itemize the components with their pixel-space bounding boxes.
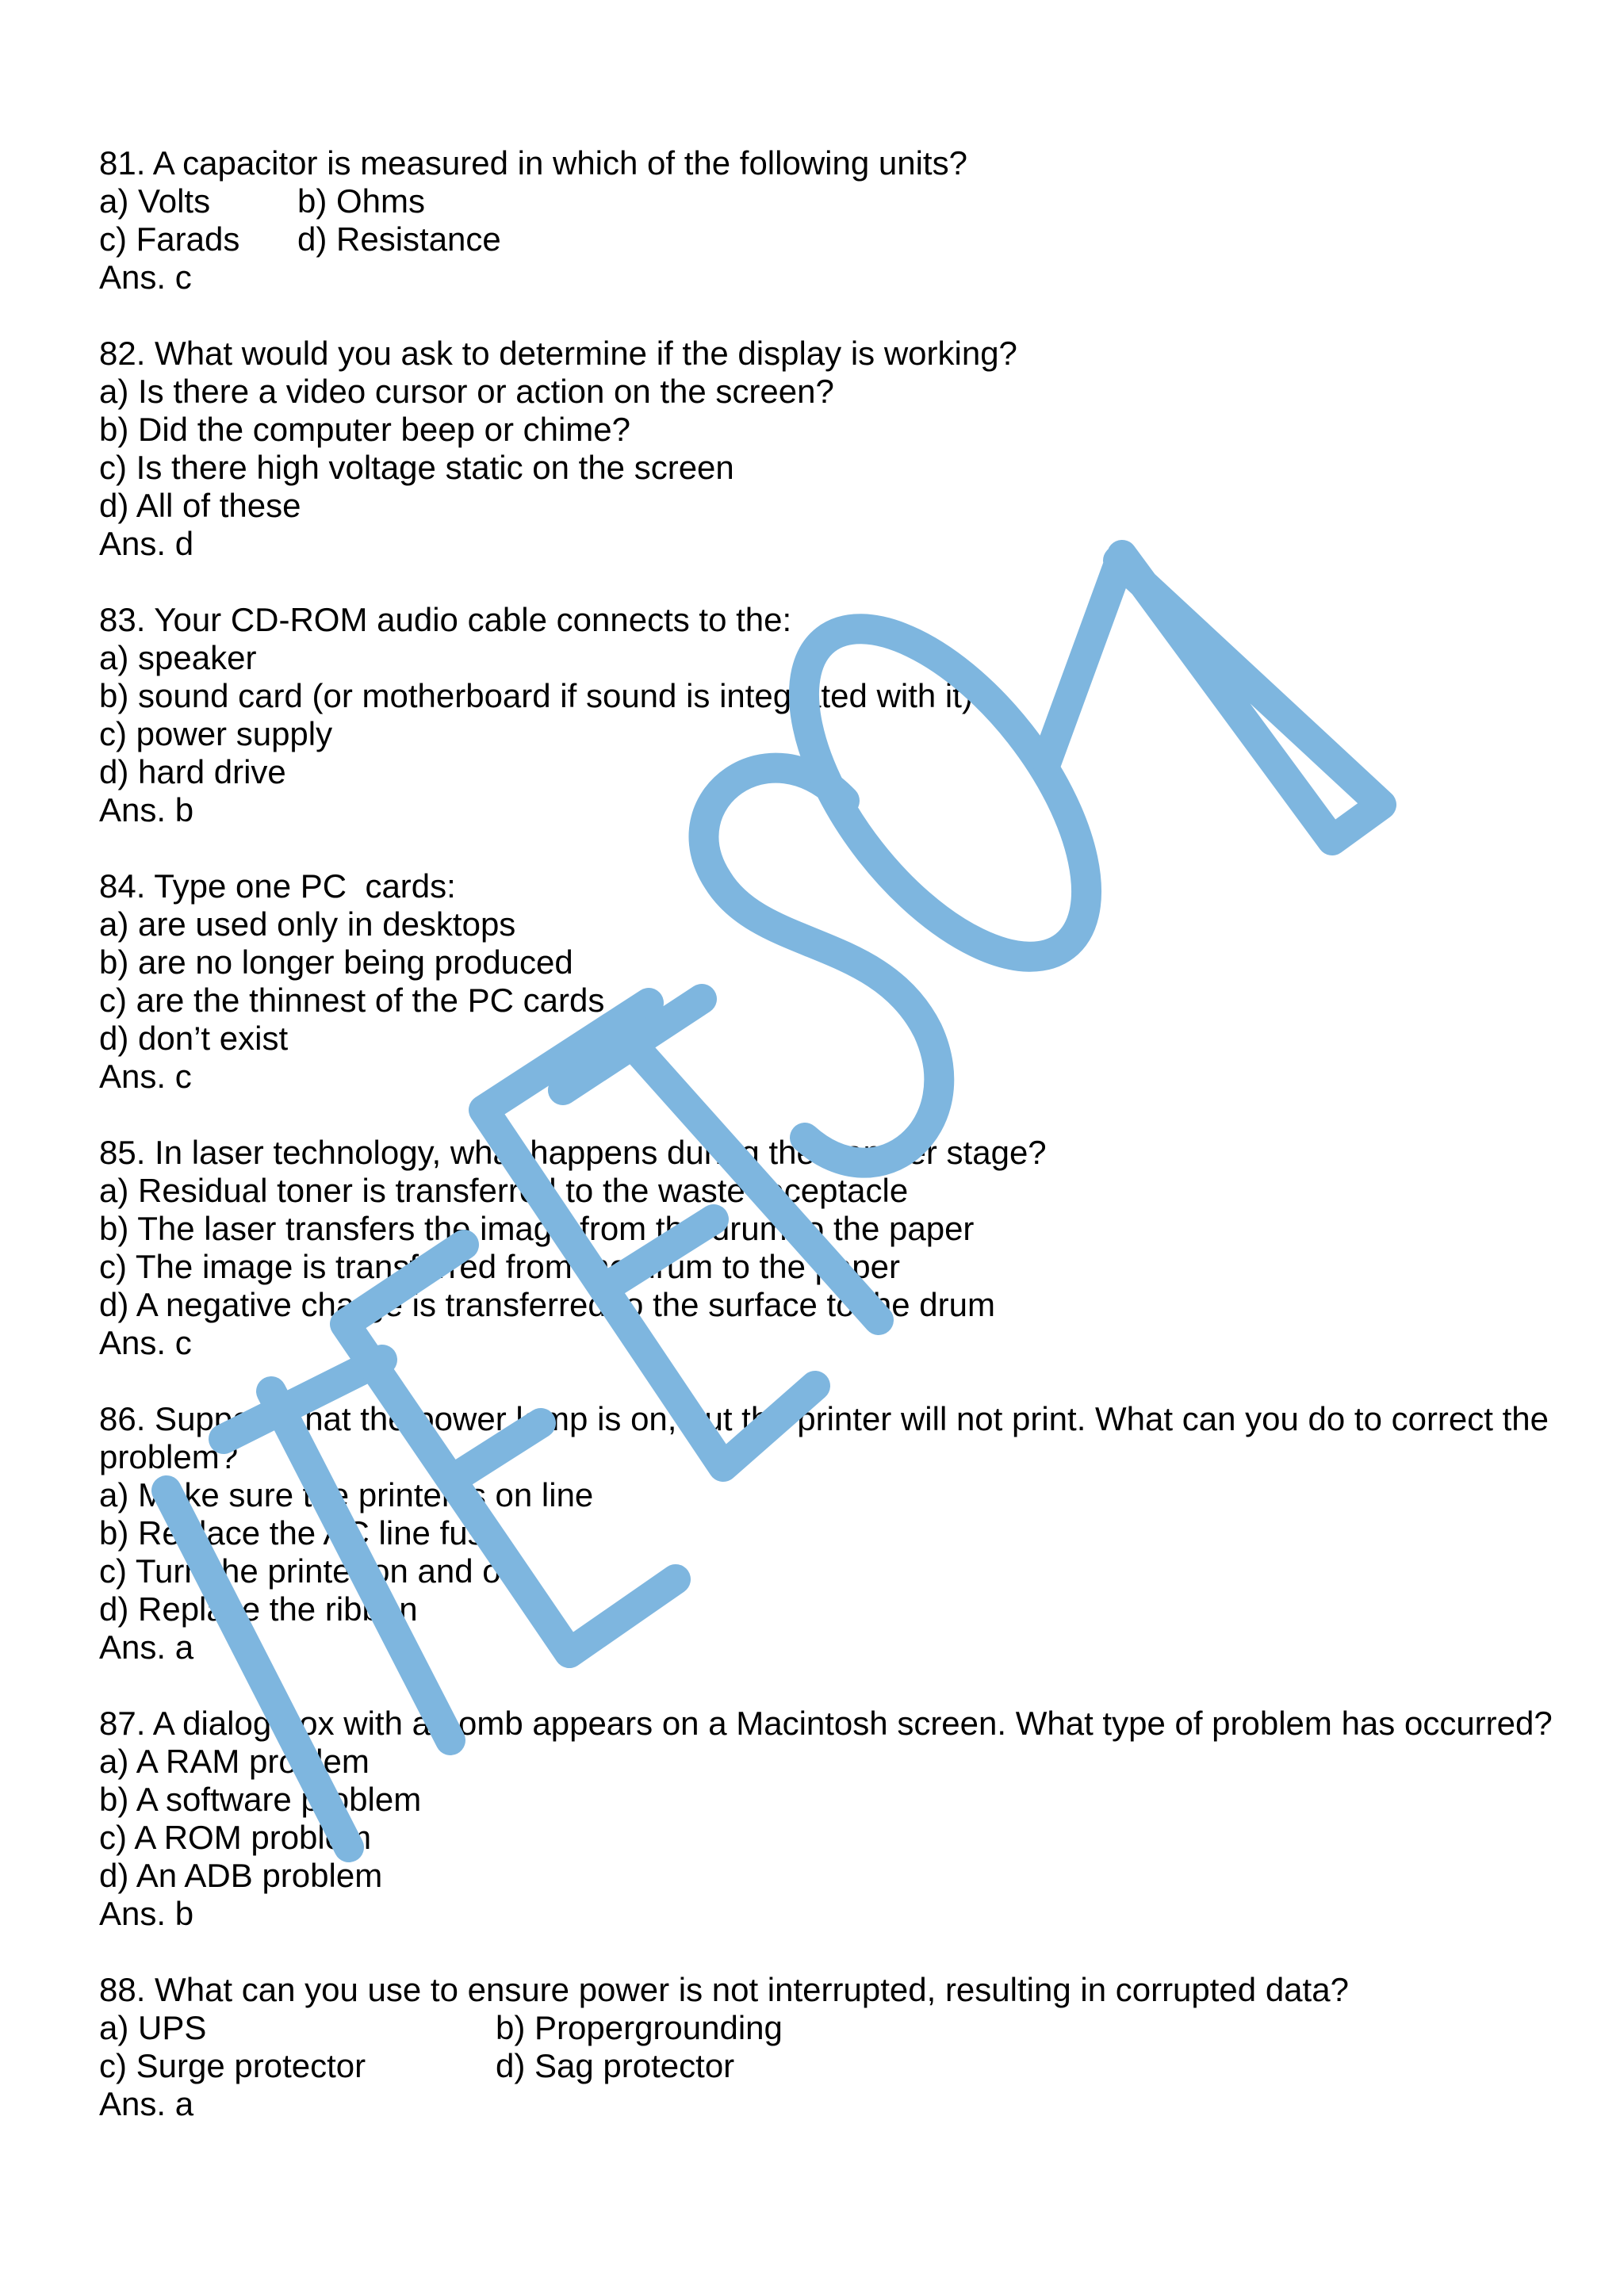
option-d: d) A negative charge is transferred to the surface to the drum: [99, 1286, 995, 1323]
option-a: a) UPS: [99, 2009, 207, 2046]
option-c: c) are the thinnest of the PC cards: [99, 982, 605, 1019]
option-d: d) All of these: [99, 487, 301, 524]
question-stem: 88. What can you use to ensure power is not interrupted, resulting in corrupted data?: [99, 1971, 1349, 2008]
option-b: b) Replace the AC line fuse: [99, 1514, 503, 1552]
question-stem: 81. A capacitor is measured in which of the following units?: [99, 144, 967, 182]
option-d: d) hard drive: [99, 753, 286, 790]
option-c: c) Surge protector: [99, 2047, 366, 2084]
question-87: [99, 1705, 1574, 1933]
option-d: d) Replace the ribbon: [99, 1590, 418, 1628]
option-c: c) Turn the printer on and off: [99, 1552, 519, 1590]
option-d: d) don’t exist: [99, 1020, 289, 1057]
option-a: a) are used only in desktops: [99, 905, 516, 943]
question-84: [99, 867, 1574, 1096]
question-88: [99, 1971, 1574, 2123]
option-b: b) Propergrounding: [496, 2009, 783, 2046]
option-c: c) The image is transferred from the drum to the paper: [99, 1248, 901, 1285]
option-b: b) Ohms: [297, 182, 426, 220]
option-b: b) Did the computer beep or chime?: [99, 411, 631, 448]
option-a: a) Is there a video cursor or action on the screen?: [99, 373, 834, 410]
option-c: c) power supply: [99, 715, 333, 752]
answer: Ans. c: [99, 1058, 192, 1095]
option-c: c) A ROM problem: [99, 1819, 372, 1856]
answer: Ans. d: [99, 525, 194, 562]
option-b: b) sound card (or motherboard if sound is integrated with it): [99, 677, 973, 714]
answer: Ans. a: [99, 1628, 194, 1666]
question-stem: 85. In laser technology, what happens during the transfer stage?: [99, 1134, 1047, 1171]
answer: Ans. c: [99, 258, 192, 296]
option-a: a) A RAM problem: [99, 1743, 370, 1780]
answer: Ans. b: [99, 791, 194, 828]
question-83: [99, 601, 1574, 829]
question-stem: 87. A dialog box with a bomb appears on a Macintosh screen. What type of problem has occurred?: [99, 1705, 1553, 1742]
option-d: d) An ADB problem: [99, 1857, 383, 1894]
options-grid: [99, 2009, 1574, 2085]
option-d: d) Sag protector: [496, 2047, 735, 2084]
question-86: [99, 1400, 1574, 1667]
answer: Ans. b: [99, 1895, 194, 1932]
option-b: b) A software problem: [99, 1781, 422, 1818]
answer: Ans. c: [99, 1324, 192, 1361]
answer: Ans. a: [99, 2085, 194, 2122]
option-c: c) Is there high voltage static on the screen: [99, 449, 734, 486]
option-a: a) Make sure the printer is on line: [99, 1476, 594, 1513]
question-document: [99, 144, 1574, 2161]
option-b: b) are no longer being produced: [99, 943, 573, 981]
option-a: a) speaker: [99, 639, 257, 676]
option-d: d) Resistance: [297, 220, 501, 258]
options-grid: [99, 182, 1574, 258]
question-stem: 84. Type one PC cards:: [99, 867, 456, 905]
question-stem: 86. Suppose that the power lamp is on, but the printer will not print. What can you do to correct the problem?: [99, 1400, 1558, 1475]
question-81: [99, 144, 1574, 297]
option-a: a) Residual toner is transferred to the waste receptacle: [99, 1172, 909, 1209]
question-stem: 82. What would you ask to determine if the display is working?: [99, 335, 1017, 372]
option-c: c) Farads: [99, 220, 240, 258]
option-b: b) The laser transfers the image from the drum to the paper: [99, 1210, 975, 1247]
option-a: a) Volts: [99, 182, 211, 220]
question-85: [99, 1134, 1574, 1362]
question-stem: 83. Your CD-ROM audio cable connects to the:: [99, 601, 792, 638]
question-82: [99, 335, 1574, 563]
